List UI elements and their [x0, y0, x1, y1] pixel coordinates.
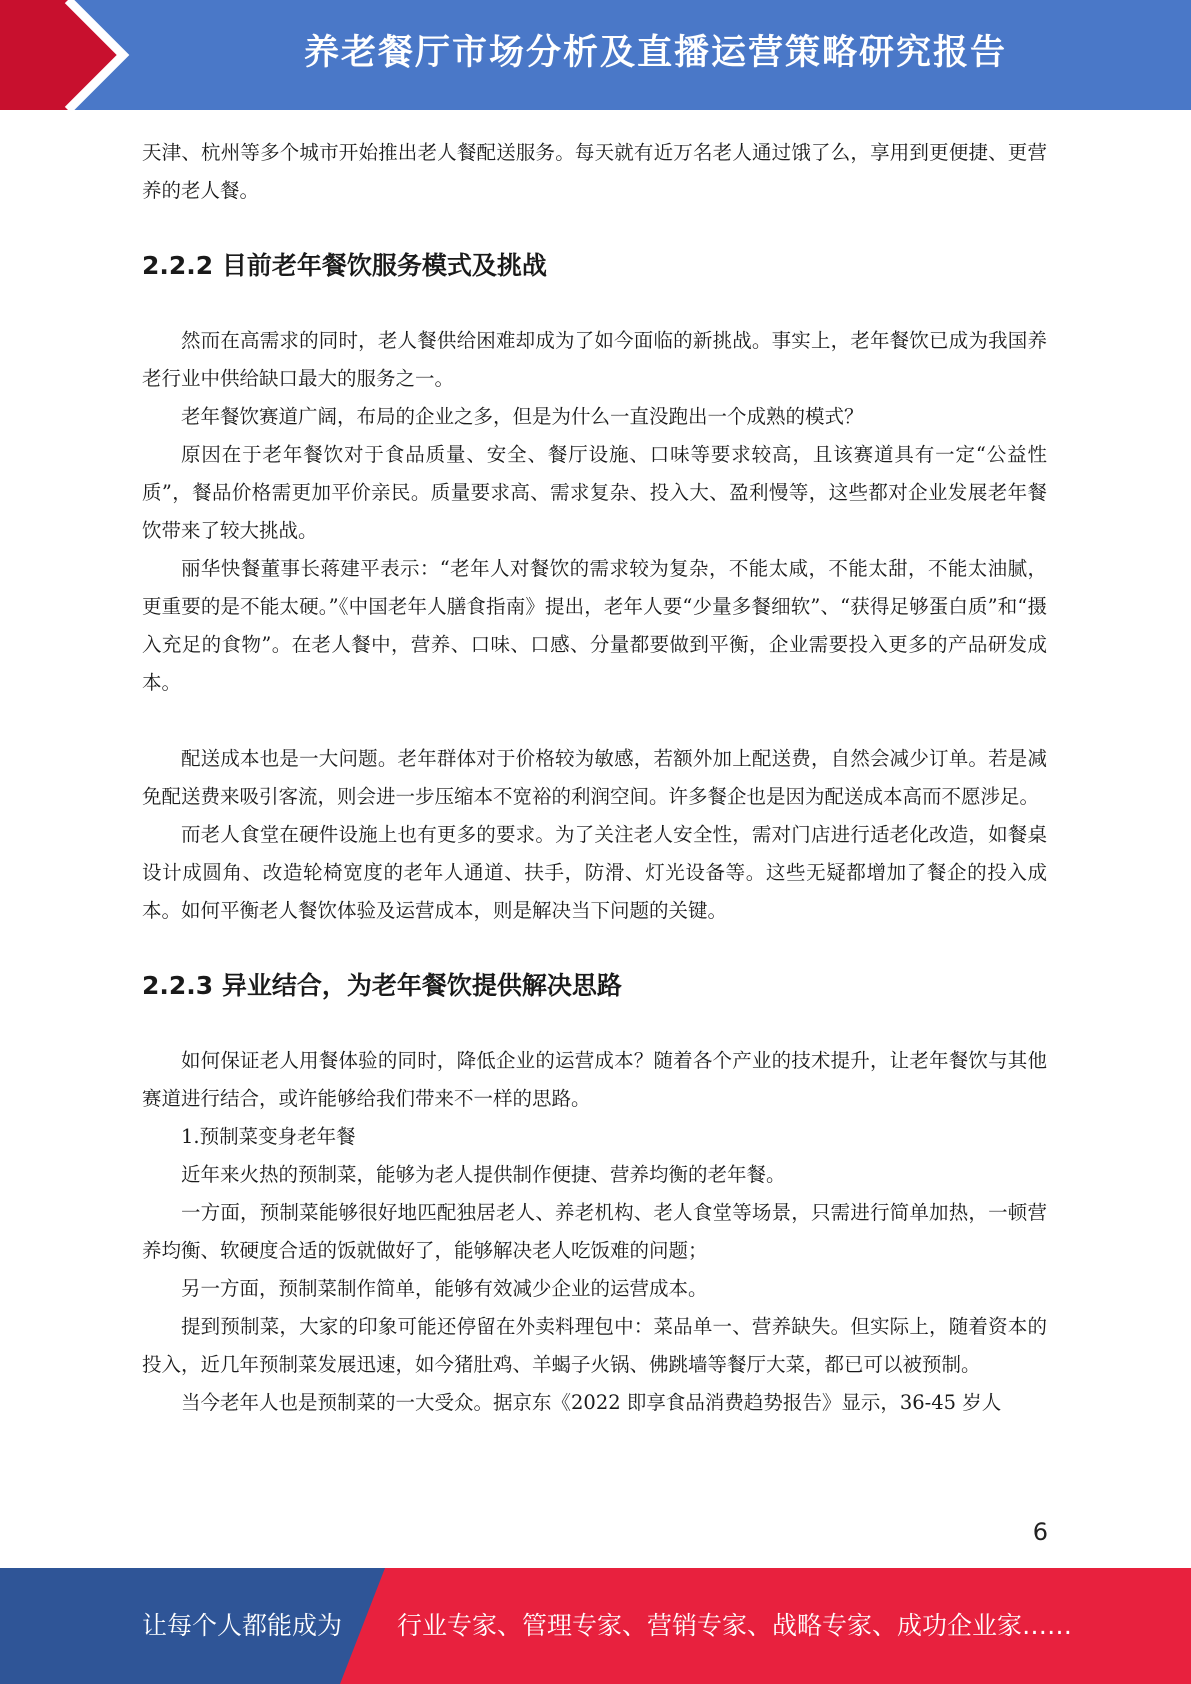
paragraph: 另一方面，预制菜制作简单，能够有效减少企业的运营成本。 — [181, 1277, 708, 1300]
paragraph: 然而在高需求的同时，老人餐供给困难却成为了如今面临的新挑战。事实上，老年餐饮已成为我国养老行业中供给缺口最大的服务之一。 — [142, 329, 1047, 390]
paragraph: 提到预制菜，大家的印象可能还停留在外卖料理包中：菜品单一、营养缺失。但实际上，随着资本的投入，近几年预制菜发展迅速，如今猪肚鸡、羊蝎子火锅、佛跳墙等餐厅大菜，都已可以被预制。 — [142, 1315, 1047, 1376]
paragraph: 近年来火热的预制菜，能够为老人提供制作便捷、营养均衡的老年餐。 — [181, 1163, 786, 1186]
page-header — [0, 0, 1191, 110]
list-item-heading: 1.预制菜变身老年餐 — [181, 1125, 356, 1148]
intro-paragraph: 天津、杭州等多个城市开始推出老人餐配送服务。每天就有近万名老人通过饿了么，享用到更便捷、更营养的老人餐。 — [142, 141, 1047, 202]
page-footer — [0, 1568, 1191, 1684]
page-number: 6 — [1032, 1518, 1048, 1546]
paragraph: 当今老年人也是预制菜的一大受众。据京东《2022 即享食品消费趋势报告》显示，36-45 岁人 — [181, 1391, 1002, 1414]
paragraph: 一方面，预制菜能够很好地匹配独居老人、养老机构、老人食堂等场景，只需进行简单加热，一顿营养均衡、软硬度合适的饭就做好了，能够解决老人吃饭难的问题； — [142, 1201, 1047, 1262]
section-heading-2-2-2: 2.2.2 目前老年餐饮服务模式及挑战 — [142, 251, 547, 280]
paragraph: 如何保证老人用餐体验的同时，降低企业的运营成本？随着各个产业的技术提升，让老年餐饮与其他赛道进行结合，或许能够给我们带来不一样的思路。 — [142, 1049, 1047, 1110]
report-title: 养老餐厅市场分析及直播运营策略研究报告 — [303, 33, 1007, 73]
page-content — [142, 134, 1047, 1422]
footer-slogan-right: 行业专家、管理专家、营销专家、战略专家、成功企业家…… — [397, 1611, 1073, 1640]
paragraph: 原因在于老年餐饮对于食品质量、安全、餐厅设施、口味等要求较高，且该赛道具有一定“公益性质”，餐品价格需更加平价亲民。质量要求高、需求复杂、投入大、盈利慢等，这些都对企业发展老年餐饮带来了较大挑战。 — [142, 443, 1047, 542]
paragraph: 而老人食堂在硬件设施上也有更多的要求。为了关注老人安全性，需对门店进行适老化改造，如餐桌设计成圆角、改造轮椅宽度的老年人通道、扶手，防滑、灯光设备等。这些无疑都增加了餐企的投入成本。如何平衡老人餐饮体验及运营成本，则是解决当下问题的关键。 — [142, 823, 1047, 922]
footer-slogan-left: 让每个人都能成为 — [142, 1611, 343, 1640]
section-heading-2-2-3: 2.2.3 异业结合，为老年餐饮提供解决思路 — [142, 971, 622, 1000]
header-chevron-icon — [0, 0, 150, 110]
paragraph: 老年餐饮赛道广阔，布局的企业之多，但是为什么一直没跑出一个成熟的模式？ — [181, 405, 864, 428]
paragraph: 配送成本也是一大问题。老年群体对于价格较为敏感，若额外加上配送费，自然会减少订单。若是减免配送费来吸引客流，则会进一步压缩本不宽裕的利润空间。许多餐企也是因为配送成本高而不愿涉足。 — [142, 747, 1047, 808]
paragraph: 丽华快餐董事长蒋建平表示：“老年人对餐饮的需求较为复杂，不能太咸，不能太甜，不能太油腻，更重要的是不能太硬。”《中国老年人膳食指南》提出，老年人要“少量多餐细软”、“获得足够蛋白质”和“摄入充足的食物”。在老人餐中，营养、口味、口感、分量都要做到平衡，企业需要投入更多的产品研发成本。 — [142, 557, 1047, 694]
